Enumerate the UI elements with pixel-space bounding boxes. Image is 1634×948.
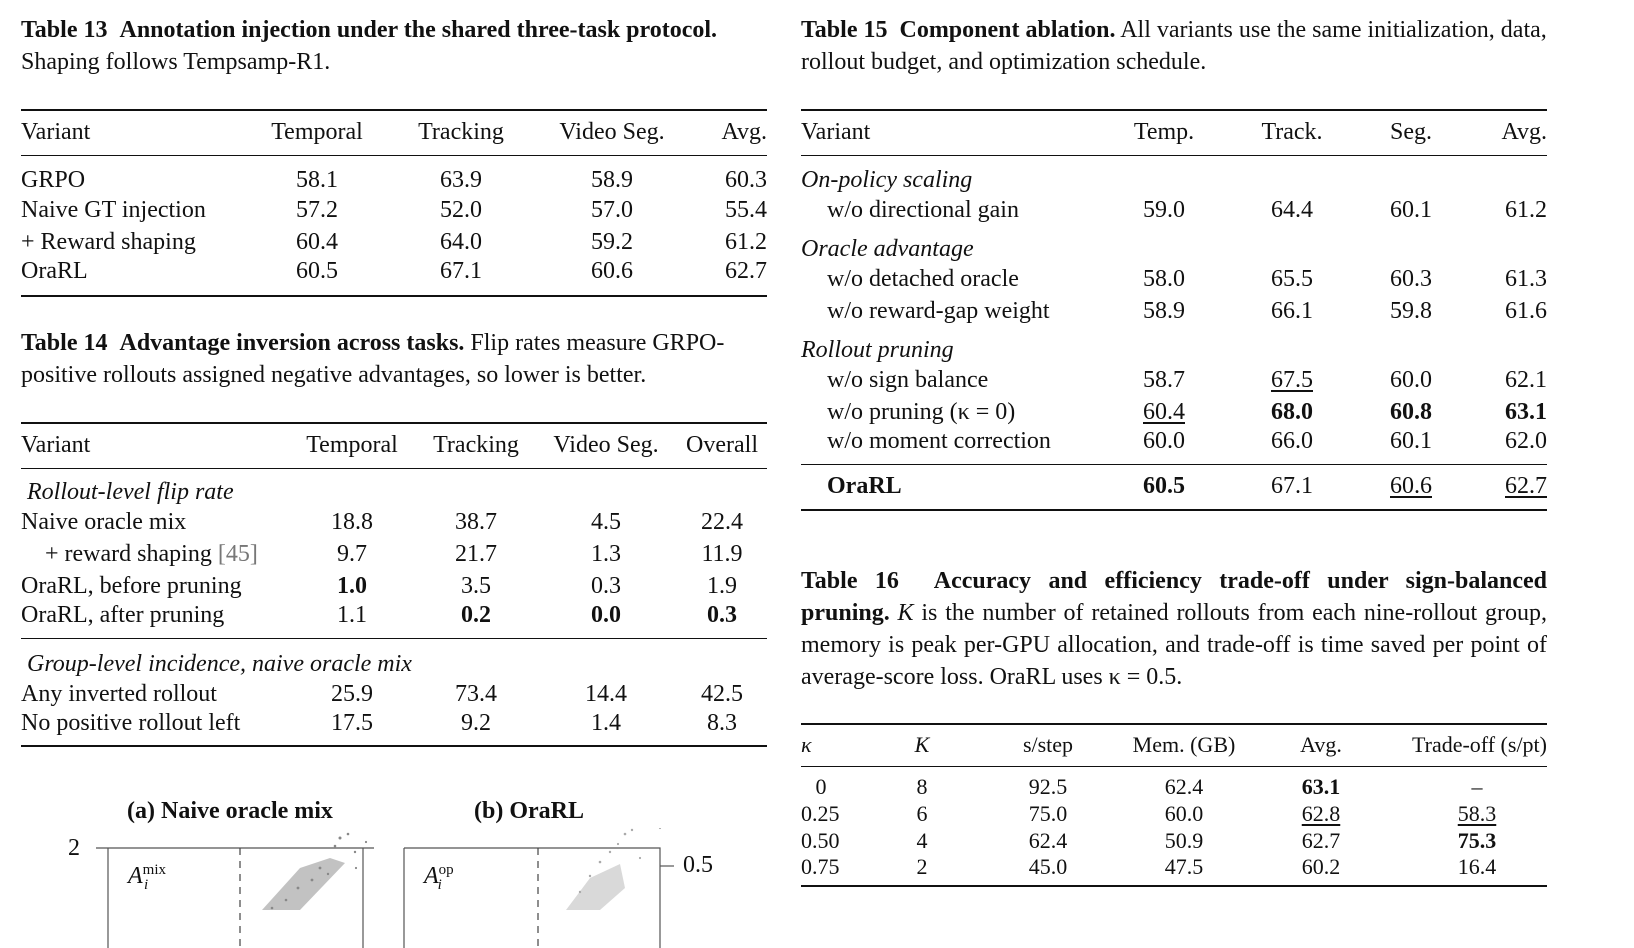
table-row — [21, 710, 767, 746]
cell: 9.7 — [337, 540, 367, 567]
cell: 58.3 — [1457, 800, 1497, 826]
cell: 75.3 — [1457, 827, 1497, 853]
table13-caption — [21, 14, 773, 78]
cell: 58.9 — [591, 167, 633, 193]
cell: 42.5 — [701, 680, 743, 707]
column-header: Tracking — [418, 119, 504, 146]
table14 — [21, 422, 767, 747]
label-superscript: mix — [142, 862, 167, 878]
cell: 60.5 — [1143, 473, 1185, 500]
table-row — [801, 295, 1547, 327]
table-row — [21, 678, 767, 710]
table14-caption-text: Flip rates measure GRPO-positive rollouts assigned negative advantages, so lower is better. — [21, 330, 725, 388]
cell: 58.9 — [1143, 297, 1185, 324]
cell: 58.0 — [1143, 265, 1185, 292]
column-header: Video Seg. — [559, 119, 665, 146]
group-label: On-policy scaling — [801, 167, 973, 193]
column-header: Variant — [801, 119, 871, 146]
cell: 66.1 — [1271, 297, 1313, 324]
cell: 38.7 — [455, 508, 497, 535]
cell: 62.7 — [1301, 827, 1341, 853]
table-row — [801, 194, 1547, 226]
cell: 0.25 — [801, 800, 840, 826]
cell: w/o sign balance — [827, 366, 989, 393]
table16-caption-variable: K — [897, 600, 914, 626]
table16 — [801, 723, 1547, 887]
table14-label: Table 14 — [21, 330, 108, 356]
cell: 1.1 — [337, 602, 367, 628]
column-header: Temporal — [271, 119, 363, 146]
table-row — [21, 506, 767, 538]
cell: 60.0 — [1164, 800, 1204, 826]
cell: w/o reward-gap weight — [827, 297, 1050, 324]
table-row — [21, 570, 767, 602]
cell: 62.0 — [1505, 428, 1547, 454]
table-row — [21, 226, 767, 258]
cell: 73.4 — [455, 680, 497, 707]
cell: 52.0 — [440, 196, 482, 223]
cell: OraRL — [21, 258, 88, 284]
cell: 63.1 — [1301, 774, 1341, 799]
cell: 1.4 — [591, 710, 621, 736]
cell: 21.7 — [455, 540, 497, 567]
table-row — [21, 602, 767, 638]
cell: 11.9 — [701, 540, 743, 567]
cell: GRPO — [21, 167, 86, 193]
column-header: Mem. (GB) — [1132, 732, 1236, 758]
group-label: Oracle advantage — [801, 236, 974, 262]
cell: 63.9 — [440, 167, 482, 193]
table13-label: Table 13 — [21, 17, 108, 43]
cell: 1.9 — [707, 572, 737, 599]
cell: Naive GT injection — [21, 196, 206, 223]
table16-label: Table 16 — [801, 568, 899, 594]
cell: – — [1471, 774, 1483, 799]
table-row — [801, 364, 1547, 396]
right-column — [801, 0, 1547, 887]
cell: 64.4 — [1271, 196, 1313, 223]
column-header: s/step — [1022, 732, 1074, 758]
label-base: A — [128, 863, 143, 889]
cell: 60.0 — [1390, 366, 1432, 393]
scatter-plots — [0, 828, 720, 948]
cell: 9.2 — [461, 710, 491, 736]
cell: 62.4 — [1164, 774, 1204, 799]
panel-b-points — [566, 828, 661, 910]
group-label: Rollout pruning — [801, 337, 954, 363]
cell: 6 — [916, 800, 928, 826]
group-row — [801, 226, 1547, 263]
cell: 92.5 — [1028, 774, 1068, 799]
cell: 0.50 — [801, 827, 840, 853]
cell: 60.2 — [1301, 854, 1341, 879]
cell: 61.2 — [1505, 196, 1547, 223]
cell: OraRL — [827, 473, 902, 500]
cell: 57.2 — [296, 196, 338, 223]
cell: 59.0 — [1143, 196, 1185, 223]
table-header-row — [21, 423, 767, 468]
table-row — [21, 538, 767, 570]
cell: 0.75 — [801, 854, 840, 879]
cell: + Reward shaping — [21, 228, 196, 255]
cell: 60.4 — [1143, 398, 1185, 425]
table-row — [801, 263, 1547, 295]
panel-b-frame — [404, 848, 660, 948]
cell: 58.1 — [296, 167, 338, 193]
cell: w/o directional gain — [827, 196, 1019, 223]
section-row — [21, 468, 767, 506]
table-header-row — [801, 110, 1547, 155]
cell: 75.0 — [1028, 800, 1068, 826]
column-header: Variant — [21, 432, 91, 459]
cell: 60.4 — [296, 228, 338, 255]
table16-caption — [801, 565, 1547, 693]
column-header: Tracking — [433, 432, 519, 459]
cell: 61.3 — [1505, 265, 1547, 292]
column-header: Seg. — [1390, 119, 1432, 146]
cell: 60.1 — [1390, 428, 1432, 454]
cell: 65.5 — [1271, 265, 1313, 292]
cell: 0.3 — [707, 602, 737, 628]
cell: 0.3 — [591, 572, 621, 599]
cell: 60.1 — [1390, 196, 1432, 223]
cell: Any inverted rollout — [21, 680, 217, 707]
row-label: + reward shaping — [45, 540, 212, 567]
table-header-row — [21, 110, 767, 155]
cell: 67.1 — [440, 258, 482, 284]
cell: 4 — [916, 827, 928, 853]
group-row — [801, 155, 1547, 194]
cell: 60.3 — [725, 167, 767, 193]
table13 — [21, 109, 767, 297]
cell: 61.2 — [725, 228, 767, 255]
table-row — [21, 258, 767, 296]
section-label: Group-level incidence, naive oracle mix — [27, 651, 412, 677]
table-row — [801, 827, 1547, 854]
table15-title: Component ablation. — [899, 17, 1116, 43]
cell: 25.9 — [331, 680, 373, 707]
cell: 62.7 — [725, 258, 767, 284]
cell: 45.0 — [1028, 854, 1068, 879]
cell: 60.3 — [1390, 265, 1432, 292]
table14-caption — [21, 327, 773, 391]
cell: 3.5 — [461, 572, 491, 599]
cell: 66.0 — [1271, 428, 1313, 454]
column-header: Video Seg. — [553, 432, 659, 459]
cell — [21, 538, 287, 570]
table14-title: Advantage inversion across tasks. — [119, 330, 465, 356]
cell: 16.4 — [1457, 854, 1497, 879]
column-header: K — [914, 732, 930, 758]
panel-b-ytick-label: 0.5 — [683, 852, 713, 878]
cell: 0 — [815, 774, 827, 799]
table15-caption — [801, 14, 1547, 78]
cell: 4.5 — [591, 508, 621, 535]
cell: 57.0 — [591, 196, 633, 223]
cell: 2 — [916, 854, 928, 879]
table-row — [801, 766, 1547, 800]
cell: 62.4 — [1028, 827, 1068, 853]
column-header: Avg. — [721, 119, 767, 146]
cell: 60.6 — [1390, 473, 1432, 500]
table13-caption-text: Shaping follows Tempsamp-R1. — [21, 49, 331, 75]
cell: 55.4 — [725, 196, 767, 223]
cell: 14.4 — [585, 680, 627, 707]
column-header: Trade-off (s/pt) — [1411, 732, 1547, 758]
label-superscript: op — [438, 862, 454, 878]
cell: Naive oracle mix — [21, 508, 187, 535]
cell: 47.5 — [1164, 854, 1204, 879]
table-row — [21, 155, 767, 194]
cell: 63.1 — [1505, 398, 1547, 425]
cell: w/o detached oracle — [827, 265, 1019, 292]
column-header: Variant — [21, 119, 91, 146]
cell: 17.5 — [331, 710, 373, 736]
cell: 22.4 — [701, 508, 743, 535]
label-base: A — [424, 863, 439, 889]
column-header: Temporal — [306, 432, 398, 459]
panel-a-ytick-label: 2 — [68, 835, 80, 861]
cell: No positive rollout left — [21, 710, 241, 736]
table-header-row — [801, 724, 1547, 766]
cell: 0.0 — [591, 602, 621, 628]
cell: 59.8 — [1390, 297, 1432, 324]
table13-title: Annotation injection under the shared three-task protocol. — [119, 17, 718, 43]
column-header: Track. — [1261, 119, 1323, 146]
cell: 0.2 — [461, 602, 491, 628]
cell: 67.1 — [1271, 473, 1313, 500]
table-row — [801, 800, 1547, 827]
cell: 62.7 — [1505, 473, 1547, 500]
citation-link[interactable]: [45] — [217, 540, 258, 567]
cell: 18.8 — [331, 508, 373, 535]
table-row — [801, 396, 1547, 428]
cell: 60.0 — [1143, 428, 1185, 454]
table-row — [21, 194, 767, 226]
cell: 62.8 — [1301, 800, 1341, 826]
cell: OraRL, before pruning — [21, 572, 242, 599]
table15 — [801, 109, 1547, 511]
cell: 60.6 — [591, 258, 633, 284]
group-row — [801, 327, 1547, 364]
cell: 50.9 — [1164, 827, 1204, 853]
cell: w/o moment correction — [827, 428, 1051, 454]
table-row — [801, 428, 1547, 464]
cell: 68.0 — [1271, 398, 1313, 425]
cell: 1.0 — [337, 572, 367, 599]
panel-a-points — [262, 833, 367, 910]
cell: 62.1 — [1505, 366, 1547, 393]
cell: 67.5 — [1271, 366, 1313, 393]
table16-caption-value: κ = 0.5. — [1108, 664, 1183, 690]
column-header: κ — [801, 732, 812, 758]
panel-b-title: (b) OraRL — [474, 798, 584, 824]
table16-title: Accuracy and efficiency trade-off under sign-balanced pruning. — [801, 568, 1547, 626]
table15-label: Table 15 — [801, 17, 888, 43]
column-header: Overall — [686, 432, 758, 459]
cell: 61.6 — [1505, 297, 1547, 324]
cell: 64.0 — [440, 228, 482, 255]
column-header: Avg. — [1501, 119, 1547, 146]
table-row — [801, 854, 1547, 886]
cell: 60.5 — [296, 258, 338, 284]
cell: 1.3 — [591, 540, 621, 567]
table-row — [801, 464, 1547, 510]
section-row — [21, 638, 767, 678]
cell: 60.8 — [1390, 398, 1432, 425]
left-column — [21, 0, 773, 747]
cell: 58.7 — [1143, 366, 1185, 393]
label-subscript: i — [437, 876, 442, 893]
table15-caption-text: All variants use the same initialization, data, rollout budget, and optimization schedule. — [801, 17, 1547, 75]
section-label: Rollout-level flip rate — [27, 479, 234, 505]
label-subscript: i — [144, 876, 149, 893]
cell: 8 — [916, 774, 928, 799]
cell: 59.2 — [591, 228, 633, 255]
cell: OraRL, after pruning — [21, 602, 225, 628]
table16-caption-text: is the number of retained rollouts from each nine-rollout group, memory is peak per-GPU allocation, and trade-off is time saved per point of average-score loss. OraRL uses — [801, 600, 1547, 690]
column-header: Temp. — [1133, 119, 1195, 146]
cell: w/o pruning (κ = 0) — [827, 398, 1016, 425]
cell: 8.3 — [707, 710, 737, 736]
column-header: Avg. — [1300, 732, 1342, 758]
panel-a-title: (a) Naive oracle mix — [127, 798, 333, 824]
